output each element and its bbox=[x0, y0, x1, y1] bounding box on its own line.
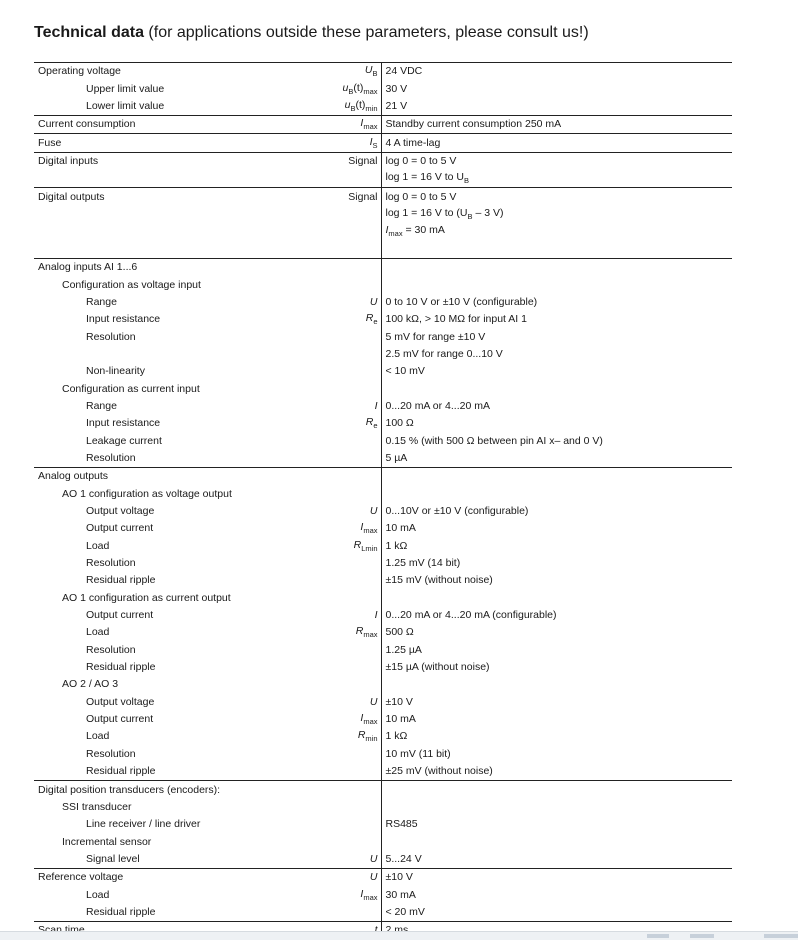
table-row bbox=[34, 711, 732, 728]
value-suffix: – 3 V) bbox=[472, 207, 504, 220]
value-text: 0...20 mA or 4...20 mA (configurable) bbox=[385, 609, 557, 622]
value-cell bbox=[381, 745, 732, 762]
value-text: ±10 V bbox=[385, 695, 413, 708]
parameter-label: Residual ripple bbox=[86, 661, 156, 674]
parameter-label: Signal level bbox=[86, 852, 140, 865]
table-row bbox=[34, 781, 732, 799]
table-row bbox=[34, 223, 732, 240]
value-cell bbox=[381, 467, 732, 485]
value-cell bbox=[381, 240, 732, 258]
table-row bbox=[34, 485, 732, 502]
value-cell bbox=[381, 607, 732, 624]
parameter-label: Non-linearity bbox=[86, 365, 145, 378]
table-row bbox=[34, 676, 732, 693]
symbol-cell bbox=[315, 380, 381, 397]
symbol-subscript: Lmin bbox=[361, 543, 378, 553]
value-cell bbox=[381, 641, 732, 658]
value-text: 5 µA bbox=[385, 451, 408, 464]
symbol-subscript: max bbox=[363, 892, 378, 902]
symbol: U bbox=[364, 64, 373, 77]
value-cell bbox=[381, 850, 732, 868]
table-row bbox=[34, 520, 732, 537]
table-row bbox=[34, 868, 732, 886]
symbol-cell bbox=[315, 798, 381, 815]
symbol-cell bbox=[315, 833, 381, 850]
parameter-label: Reference voltage bbox=[34, 868, 315, 886]
parameter-label: Incremental sensor bbox=[62, 835, 152, 848]
value-text: 10 mA bbox=[385, 522, 416, 535]
technical-data-body bbox=[34, 63, 732, 940]
value-cell bbox=[381, 398, 732, 415]
value-cell bbox=[381, 781, 732, 799]
value-cell bbox=[381, 833, 732, 850]
symbol-cell bbox=[315, 152, 381, 170]
value-cell bbox=[381, 276, 732, 293]
table-row bbox=[34, 450, 732, 468]
value-cell bbox=[381, 328, 732, 345]
table-row bbox=[34, 904, 732, 922]
parameter-label: Digital outputs bbox=[34, 188, 315, 206]
symbol-cell bbox=[315, 485, 381, 502]
table-row bbox=[34, 816, 732, 833]
value-text: 21 V bbox=[385, 100, 408, 113]
table-row bbox=[34, 503, 732, 520]
symbol-cell bbox=[315, 781, 381, 799]
page-title bbox=[34, 24, 589, 42]
table-row bbox=[34, 415, 732, 432]
table-row bbox=[34, 886, 732, 903]
value-text: 1 kΩ bbox=[385, 730, 408, 743]
scroll-indicator bbox=[764, 934, 798, 938]
value-text: 10 mA bbox=[385, 713, 416, 726]
parameter-label: Range bbox=[86, 399, 117, 412]
table-row bbox=[34, 659, 732, 676]
table-row bbox=[34, 98, 732, 116]
symbol-cell bbox=[315, 346, 381, 363]
value-text: 5...24 V bbox=[385, 852, 422, 865]
symbol: I bbox=[374, 609, 378, 622]
symbol-cell bbox=[315, 904, 381, 922]
symbol: I bbox=[360, 887, 364, 900]
table-row bbox=[34, 745, 732, 762]
table-row bbox=[34, 833, 732, 850]
parameter-label: Resolution bbox=[86, 330, 136, 343]
parameter-label: Range bbox=[86, 295, 117, 308]
value-text: log 1 = 16 V to (U bbox=[385, 207, 468, 220]
table-row bbox=[34, 170, 732, 188]
table-row bbox=[34, 607, 732, 624]
parameter-label: Load bbox=[86, 730, 110, 743]
symbol-subscript: max bbox=[363, 86, 378, 96]
table-row bbox=[34, 398, 732, 415]
table-row bbox=[34, 152, 732, 170]
symbol-cell bbox=[315, 328, 381, 345]
value-cell bbox=[381, 485, 732, 502]
symbol-subscript: e bbox=[373, 421, 378, 431]
value-text: < 10 mV bbox=[385, 365, 425, 378]
value-cell bbox=[381, 346, 732, 363]
value-text: 0...10V or ±10 V (configurable) bbox=[385, 505, 529, 518]
symbol-subscript: B bbox=[348, 86, 354, 96]
value-cell bbox=[381, 816, 732, 833]
parameter-label: Load bbox=[86, 626, 110, 639]
table-row bbox=[34, 311, 732, 328]
symbol-cell bbox=[315, 589, 381, 606]
symbol-cell bbox=[315, 537, 381, 554]
symbol-cell bbox=[315, 886, 381, 903]
symbol-cell bbox=[315, 240, 381, 258]
parameter-label bbox=[34, 240, 315, 258]
symbol: U bbox=[369, 695, 378, 708]
value-cell bbox=[381, 798, 732, 815]
value-cell bbox=[381, 258, 732, 276]
value-cell bbox=[381, 363, 732, 380]
value-text: 1 kΩ bbox=[385, 539, 408, 552]
parameter-label: Digital inputs bbox=[34, 152, 315, 170]
table-row bbox=[34, 276, 732, 293]
parameter-label: Line receiver / line driver bbox=[86, 818, 201, 831]
value-cell bbox=[381, 134, 732, 152]
parameter-label: Output current bbox=[86, 713, 154, 726]
table-row bbox=[34, 80, 732, 97]
symbol: u bbox=[344, 99, 351, 112]
table-row bbox=[34, 346, 732, 363]
value-text: 5 mV for range ±10 V bbox=[385, 330, 486, 343]
value-cell bbox=[381, 450, 732, 468]
value-text: ±25 mV (without noise) bbox=[385, 765, 493, 778]
value-cell bbox=[381, 152, 732, 170]
parameter-label: Resolution bbox=[86, 557, 136, 570]
parameter-label: Analog outputs bbox=[34, 467, 315, 485]
parameter-label: Fuse bbox=[34, 134, 315, 152]
value-text: 0...20 mA or 4...20 mA bbox=[385, 399, 490, 412]
value-cell bbox=[381, 80, 732, 97]
value-cell bbox=[381, 555, 732, 572]
symbol: U bbox=[369, 295, 378, 308]
table-row bbox=[34, 258, 732, 276]
parameter-label: Output current bbox=[86, 609, 154, 622]
table-row bbox=[34, 624, 732, 641]
value-cell bbox=[381, 589, 732, 606]
symbol-cell bbox=[315, 555, 381, 572]
symbol: R bbox=[357, 729, 366, 742]
value-suffix: = 30 mA bbox=[402, 224, 445, 237]
table-row bbox=[34, 293, 732, 310]
symbol-cell bbox=[315, 432, 381, 449]
parameter-label bbox=[34, 346, 315, 363]
table-row bbox=[34, 555, 732, 572]
symbol: I bbox=[360, 521, 364, 534]
symbol: U bbox=[369, 852, 378, 865]
parameter-label: Configuration as voltage input bbox=[62, 278, 201, 291]
parameter-label bbox=[34, 206, 315, 223]
symbol: u bbox=[342, 81, 349, 94]
symbol-cell bbox=[315, 116, 381, 134]
symbol-cell bbox=[315, 728, 381, 745]
symbol: R bbox=[365, 416, 374, 429]
table-row bbox=[34, 432, 732, 449]
symbol: R bbox=[353, 538, 362, 551]
parameter-label: Output voltage bbox=[86, 505, 155, 518]
table-row bbox=[34, 363, 732, 380]
value-cell bbox=[381, 763, 732, 781]
value-cell bbox=[381, 659, 732, 676]
symbol-subscript: min bbox=[365, 104, 378, 114]
parameter-label: Analog inputs AI 1...6 bbox=[34, 258, 315, 276]
value-subscript: B bbox=[467, 212, 473, 222]
symbol-cell bbox=[315, 624, 381, 641]
symbol-cell bbox=[315, 188, 381, 206]
value-cell bbox=[381, 693, 732, 710]
value-text: 1.25 mV (14 bit) bbox=[385, 557, 461, 570]
value-text: 30 V bbox=[385, 82, 408, 95]
value-text: < 20 mV bbox=[385, 905, 425, 918]
symbol: R bbox=[365, 312, 374, 325]
symbol-cell bbox=[315, 134, 381, 152]
value-text: I bbox=[385, 224, 389, 237]
symbol-cell bbox=[315, 711, 381, 728]
value-text: ±15 mV (without noise) bbox=[385, 574, 493, 587]
symbol-cell bbox=[315, 170, 381, 188]
value-cell bbox=[381, 380, 732, 397]
symbol-cell bbox=[315, 676, 381, 693]
parameter-label: Output voltage bbox=[86, 695, 155, 708]
parameter-label: Resolution bbox=[86, 451, 136, 464]
parameter-label: Input resistance bbox=[86, 417, 161, 430]
symbol: I bbox=[360, 712, 364, 725]
parameter-label bbox=[34, 170, 315, 188]
value-cell bbox=[381, 188, 732, 206]
table-row bbox=[34, 728, 732, 745]
value-text: Standby current consumption 250 mA bbox=[385, 118, 562, 131]
value-cell bbox=[381, 116, 732, 134]
parameter-label: Load bbox=[86, 888, 110, 901]
parameter-label: Configuration as current input bbox=[62, 382, 200, 395]
table-row bbox=[34, 380, 732, 397]
parameter-label: Residual ripple bbox=[86, 765, 156, 778]
technical-data-table bbox=[34, 62, 732, 940]
value-text: RS485 bbox=[385, 818, 418, 831]
value-cell bbox=[381, 572, 732, 589]
table-row bbox=[34, 63, 732, 81]
value-cell bbox=[381, 503, 732, 520]
symbol-cell bbox=[315, 572, 381, 589]
value-cell bbox=[381, 711, 732, 728]
value-cell bbox=[381, 886, 732, 903]
symbol-cell bbox=[315, 868, 381, 886]
parameter-label: Leakage current bbox=[86, 434, 162, 447]
value-text: 100 kΩ, > 10 MΩ for input AI 1 bbox=[385, 313, 527, 326]
table-row bbox=[34, 763, 732, 781]
symbol-cell bbox=[315, 363, 381, 380]
symbol-suffix: (t) bbox=[355, 99, 366, 112]
table-row bbox=[34, 850, 732, 868]
value-cell bbox=[381, 170, 732, 188]
symbol-cell bbox=[315, 206, 381, 223]
parameter-label: Resolution bbox=[86, 747, 136, 760]
parameter-label: Lower limit value bbox=[86, 100, 165, 113]
parameter-label: Upper limit value bbox=[86, 82, 165, 95]
table-row bbox=[34, 328, 732, 345]
value-subscript: B bbox=[464, 176, 470, 186]
table-row bbox=[34, 467, 732, 485]
parameter-label: AO 1 configuration as current output bbox=[62, 591, 231, 604]
value-cell bbox=[381, 63, 732, 81]
parameter-label: AO 1 configuration as voltage output bbox=[62, 487, 232, 500]
value-cell bbox=[381, 728, 732, 745]
symbol-cell bbox=[315, 276, 381, 293]
parameter-label: Resolution bbox=[86, 643, 136, 656]
table-row bbox=[34, 572, 732, 589]
value-cell bbox=[381, 206, 732, 223]
value-text: 10 mV (11 bit) bbox=[385, 747, 451, 760]
symbol-cell bbox=[315, 641, 381, 658]
parameter-label: Operating voltage bbox=[34, 63, 315, 81]
table-row bbox=[34, 116, 732, 134]
scroll-indicator bbox=[690, 934, 714, 938]
value-text: ±15 µA (without noise) bbox=[385, 661, 490, 674]
table-row bbox=[34, 206, 732, 223]
value-cell bbox=[381, 868, 732, 886]
symbol-subscript: B bbox=[350, 104, 356, 114]
symbol: U bbox=[369, 505, 378, 518]
parameter-label: Input resistance bbox=[86, 313, 161, 326]
symbol-cell bbox=[315, 80, 381, 97]
value-text: 24 VDC bbox=[385, 65, 423, 78]
table-row bbox=[34, 537, 732, 554]
value-cell bbox=[381, 293, 732, 310]
table-row bbox=[34, 589, 732, 606]
value-subscript: max bbox=[388, 229, 403, 239]
parameter-label: Output current bbox=[86, 522, 154, 535]
symbol-subscript: max bbox=[363, 526, 378, 536]
value-cell bbox=[381, 676, 732, 693]
scroll-indicator bbox=[647, 934, 669, 938]
title-bold: Technical data bbox=[34, 24, 144, 41]
symbol-cell bbox=[315, 467, 381, 485]
symbol-cell bbox=[315, 450, 381, 468]
symbol: R bbox=[355, 625, 364, 638]
parameter-label: AO 2 / AO 3 bbox=[62, 678, 119, 691]
value-text: ±10 V bbox=[385, 871, 413, 884]
parameter-label: SSI transducer bbox=[62, 800, 132, 813]
parameter-label: Residual ripple bbox=[86, 905, 156, 918]
symbol-cell bbox=[315, 98, 381, 116]
symbol-cell bbox=[315, 223, 381, 240]
symbol-cell bbox=[315, 415, 381, 432]
symbol-subscript: min bbox=[365, 734, 378, 744]
symbol: Signal bbox=[348, 155, 378, 168]
table-row bbox=[34, 134, 732, 152]
symbol-subscript: e bbox=[373, 317, 378, 327]
symbol: I bbox=[374, 399, 378, 412]
symbol: I bbox=[360, 117, 364, 130]
symbol-subscript: max bbox=[363, 717, 378, 727]
table-row bbox=[34, 693, 732, 710]
symbol-subscript: S bbox=[372, 140, 378, 150]
symbol-subscript: B bbox=[372, 69, 378, 79]
parameter-label: Residual ripple bbox=[86, 574, 156, 587]
table-row bbox=[34, 188, 732, 206]
value-text: 2.5 mV for range 0...10 V bbox=[385, 347, 503, 360]
symbol-cell bbox=[315, 659, 381, 676]
value-cell bbox=[381, 520, 732, 537]
symbol-cell bbox=[315, 293, 381, 310]
symbol-cell bbox=[315, 607, 381, 624]
symbol-cell bbox=[315, 63, 381, 81]
symbol-cell bbox=[315, 816, 381, 833]
parameter-label: Digital position transducers (encoders): bbox=[34, 781, 315, 799]
symbol: I bbox=[369, 135, 373, 148]
value-cell bbox=[381, 223, 732, 240]
value-cell bbox=[381, 904, 732, 922]
value-text: 1.25 µA bbox=[385, 643, 422, 656]
value-text: 4 A time-lag bbox=[385, 136, 441, 149]
value-cell bbox=[381, 537, 732, 554]
symbol-subscript: max bbox=[363, 122, 378, 132]
value-text: log 0 = 0 to 5 V bbox=[385, 190, 457, 203]
parameter-label: Current consumption bbox=[34, 116, 315, 134]
symbol: Signal bbox=[348, 190, 378, 203]
value-cell bbox=[381, 98, 732, 116]
symbol-cell bbox=[315, 503, 381, 520]
symbol-cell bbox=[315, 850, 381, 868]
value-text: 100 Ω bbox=[385, 417, 414, 430]
parameter-label bbox=[34, 223, 315, 240]
symbol-cell bbox=[315, 398, 381, 415]
symbol-subscript: max bbox=[363, 630, 378, 640]
title-note: (for applications outside these parameters, please consult us!) bbox=[148, 24, 589, 41]
value-text: log 0 = 0 to 5 V bbox=[385, 155, 457, 168]
symbol-cell bbox=[315, 745, 381, 762]
symbol-cell bbox=[315, 520, 381, 537]
symbol-cell bbox=[315, 258, 381, 276]
value-cell bbox=[381, 432, 732, 449]
value-cell bbox=[381, 624, 732, 641]
symbol-cell bbox=[315, 763, 381, 781]
value-cell bbox=[381, 311, 732, 328]
value-text: 0.15 % (with 500 Ω between pin AI x– and 0 V) bbox=[385, 434, 603, 447]
symbol: U bbox=[369, 871, 378, 884]
table-row bbox=[34, 641, 732, 658]
value-text: log 1 = 16 V to U bbox=[385, 171, 465, 184]
parameter-label: Load bbox=[86, 539, 110, 552]
value-text: 30 mA bbox=[385, 888, 416, 901]
symbol-cell bbox=[315, 693, 381, 710]
value-cell bbox=[381, 415, 732, 432]
table-row bbox=[34, 240, 732, 258]
symbol-cell bbox=[315, 311, 381, 328]
value-text: 0 to 10 V or ±10 V (configurable) bbox=[385, 295, 538, 308]
value-text: 500 Ω bbox=[385, 626, 414, 639]
symbol-suffix: (t) bbox=[353, 81, 364, 94]
table-row bbox=[34, 798, 732, 815]
